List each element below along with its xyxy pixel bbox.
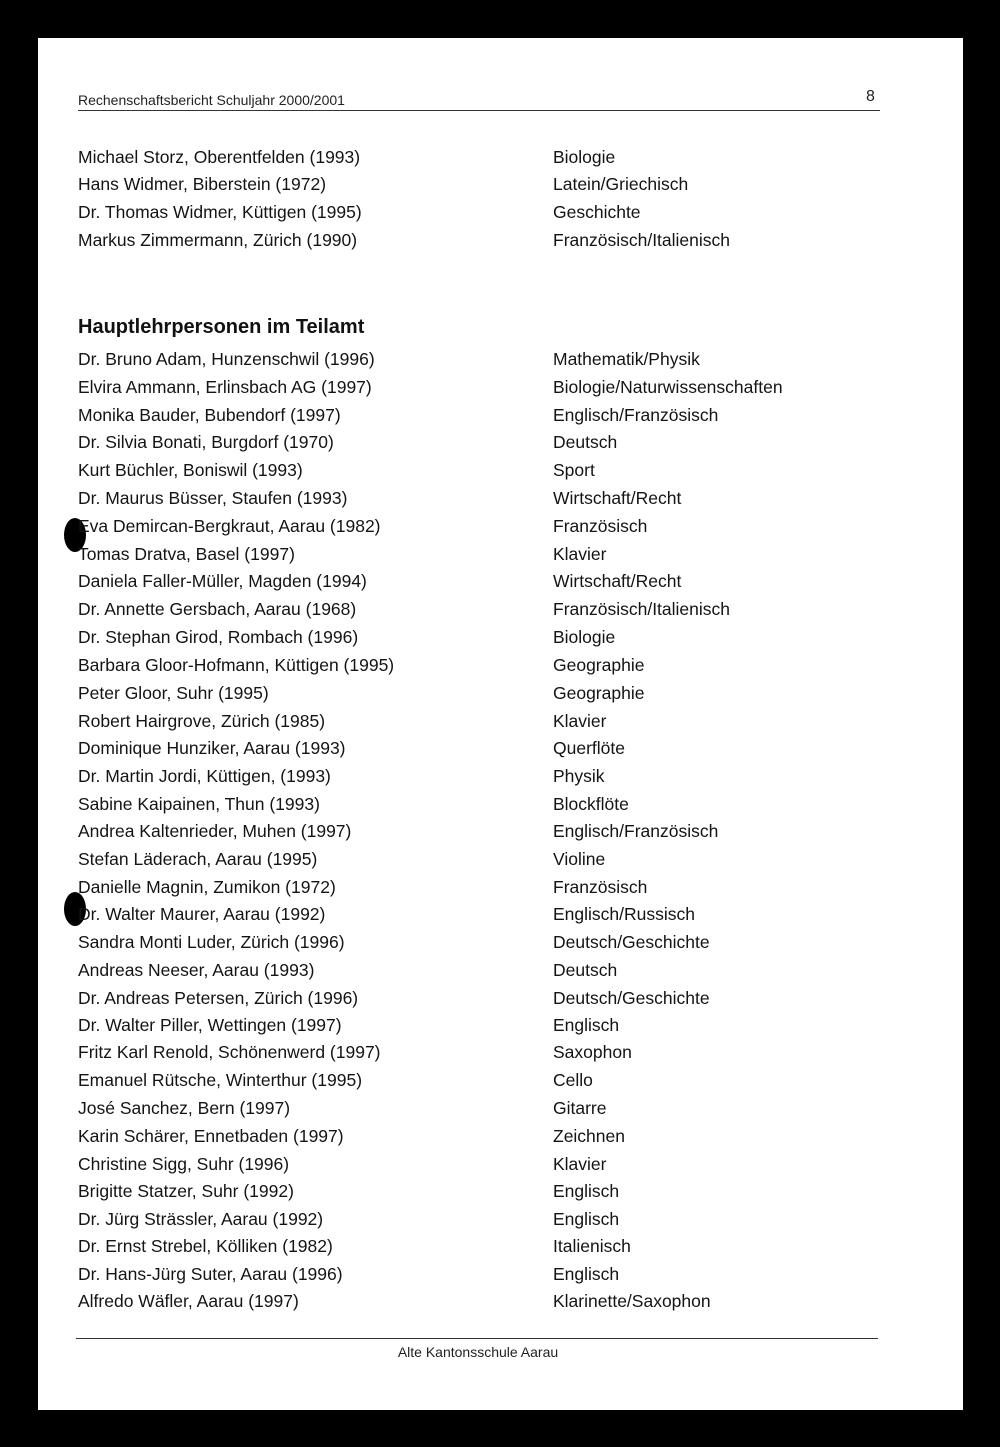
list-item [38, 1178, 963, 1204]
teacher-name: Andreas Neeser, Aarau (1993) [78, 960, 315, 980]
list-item [38, 485, 963, 511]
teacher-subject: Französisch/Italienisch [553, 599, 731, 619]
list-item [38, 901, 963, 927]
teacher-subject: Sport [553, 460, 595, 480]
teacher-name: Dominique Hunziker, Aarau (1993) [78, 738, 346, 758]
teacher-name: Sandra Monti Luder, Zürich (1996) [78, 932, 345, 952]
teacher-name: Emanuel Rütsche, Winterthur (1995) [78, 1070, 363, 1090]
teacher-subject: Klavier [553, 544, 607, 564]
list-item [38, 985, 963, 1011]
list-item [38, 763, 963, 789]
footer-text: Alte Kantonsschule Aarau [397, 1344, 559, 1360]
teacher-name: Michael Storz, Oberentfelden (1993) [78, 147, 361, 167]
teacher-name: Brigitte Statzer, Suhr (1992) [78, 1181, 294, 1201]
teacher-subject: Wirtschaft/Recht [553, 571, 682, 591]
list-item [38, 429, 963, 455]
list-item [38, 596, 963, 622]
teacher-subject: Geschichte [553, 202, 641, 222]
list-item [38, 1261, 963, 1287]
teacher-name: Fritz Karl Renold, Schönenwerd (1997) [78, 1042, 381, 1062]
teacher-name: Elvira Ammann, Erlinsbach AG (1997) [78, 377, 372, 397]
list-item [38, 846, 963, 872]
teacher-name: Robert Hairgrove, Zürich (1985) [78, 711, 326, 731]
list-item [38, 144, 963, 170]
list-item [38, 680, 963, 706]
teacher-name: José Sanchez, Bern (1997) [78, 1098, 291, 1118]
teacher-subject: Blockflöte [553, 794, 629, 814]
teacher-name: Sabine Kaipainen, Thun (1993) [78, 794, 320, 814]
teacher-name: Dr. Andreas Petersen, Zürich (1996) [78, 988, 359, 1008]
teacher-subject: Latein/Griechisch [553, 174, 689, 194]
teacher-subject: Violine [553, 849, 606, 869]
teacher-name: Danielle Magnin, Zumikon (1972) [78, 877, 336, 897]
teacher-subject: Englisch [553, 1209, 620, 1229]
header-title: Rechenschaftsbericht Schuljahr 2000/2001 [78, 92, 345, 108]
teacher-subject: Französisch [553, 516, 648, 536]
teacher-name: Hans Widmer, Biberstein (1972) [78, 174, 327, 194]
list-item [38, 1039, 963, 1065]
teacher-name: Monika Bauder, Bubendorf (1997) [78, 405, 341, 425]
teacher-subject: Deutsch/Geschichte [553, 932, 710, 952]
teacher-name: Dr. Hans-Jürg Suter, Aarau (1996) [78, 1264, 343, 1284]
teacher-subject: Englisch/Französisch [553, 821, 719, 841]
teacher-subject: Englisch [553, 1015, 620, 1035]
teacher-name: Stefan Läderach, Aarau (1995) [78, 849, 318, 869]
teacher-name: Kurt Büchler, Boniswil (1993) [78, 460, 303, 480]
list-item [38, 1233, 963, 1259]
teacher-name: Tomas Dratva, Basel (1997) [78, 544, 295, 564]
list-item [38, 624, 963, 650]
teacher-name: Eva Demircan-Bergkraut, Aarau (1982) [78, 516, 381, 536]
teacher-subject: Deutsch [553, 432, 618, 452]
teacher-subject: Französisch/Italienisch [553, 230, 731, 250]
list-item [38, 735, 963, 761]
teacher-subject: Klarinette/Saxophon [553, 1291, 711, 1311]
teacher-name: Dr. Ernst Strebel, Kölliken (1982) [78, 1236, 333, 1256]
teacher-subject: Wirtschaft/Recht [553, 488, 682, 508]
teacher-name: Dr. Silvia Bonati, Burgdorf (1970) [78, 432, 334, 452]
teacher-name: Alfredo Wäfler, Aarau (1997) [78, 1291, 299, 1311]
list-item [38, 652, 963, 678]
list-item [38, 1151, 963, 1177]
list-item [38, 227, 963, 253]
teacher-subject: Biologie [553, 147, 616, 167]
list-item [38, 708, 963, 734]
teacher-name: Christine Sigg, Suhr (1996) [78, 1154, 290, 1174]
list-item [38, 171, 963, 197]
header-divider [78, 110, 880, 111]
list-item [38, 929, 963, 955]
teacher-name: Dr. Martin Jordi, Küttigen, (1993) [78, 766, 331, 786]
teacher-subject: Zeichnen [553, 1126, 625, 1146]
teacher-subject: Italienisch [553, 1236, 631, 1256]
section-heading: Hauptlehrpersonen im Teilamt [78, 316, 365, 338]
teacher-subject: Klavier [553, 1154, 607, 1174]
list-item [38, 1288, 963, 1314]
page-number: 8 [866, 88, 875, 105]
teacher-name: Dr. Stephan Girod, Rombach (1996) [78, 627, 359, 647]
teacher-subject: Deutsch/Geschichte [553, 988, 710, 1008]
teacher-name: Dr. Bruno Adam, Hunzenschwil (1996) [78, 349, 375, 369]
teacher-subject: Gitarre [553, 1098, 607, 1118]
list-item [38, 791, 963, 817]
teacher-subject: Geographie [553, 655, 645, 675]
teacher-name: Dr. Walter Maurer, Aarau (1992) [78, 904, 326, 924]
list-item [38, 1123, 963, 1149]
teacher-subject: Biologie [553, 627, 616, 647]
teacher-subject: Mathematik/Physik [553, 349, 700, 369]
list-item [38, 1095, 963, 1121]
teacher-subject: Geographie [553, 683, 645, 703]
document-page [38, 38, 963, 1410]
teacher-name: Dr. Walter Piller, Wettingen (1997) [78, 1015, 342, 1035]
teacher-subject: Englisch [553, 1181, 620, 1201]
teacher-name: Karin Schärer, Ennetbaden (1997) [78, 1126, 344, 1146]
teacher-subject: Deutsch [553, 960, 618, 980]
teacher-subject: Biologie/Naturwissenschaften [553, 377, 783, 397]
list-item [38, 1067, 963, 1093]
teacher-name: Dr. Annette Gersbach, Aarau (1968) [78, 599, 357, 619]
list-item [38, 457, 963, 483]
teacher-name: Markus Zimmermann, Zürich (1990) [78, 230, 358, 250]
teacher-subject: Französisch [553, 877, 648, 897]
teacher-name: Peter Gloor, Suhr (1995) [78, 683, 269, 703]
list-item [38, 541, 963, 567]
teacher-subject: Klavier [553, 711, 607, 731]
teacher-subject: Englisch [553, 1264, 620, 1284]
list-item [38, 568, 963, 594]
teacher-name: Dr. Maurus Büsser, Staufen (1993) [78, 488, 348, 508]
footer-divider [76, 1338, 878, 1339]
list-item [38, 402, 963, 428]
list-item [38, 513, 963, 539]
list-item [38, 374, 963, 400]
list-item [38, 1206, 963, 1232]
list-item [38, 199, 963, 225]
teacher-name: Barbara Gloor-Hofmann, Küttigen (1995) [78, 655, 395, 675]
teacher-subject: Querflöte [553, 738, 625, 758]
list-item [38, 346, 963, 372]
teacher-subject: Saxophon [553, 1042, 632, 1062]
teacher-name: Dr. Jürg Strässler, Aarau (1992) [78, 1209, 324, 1229]
list-item [38, 957, 963, 983]
teacher-subject: Cello [553, 1070, 593, 1090]
list-item [38, 874, 963, 900]
teacher-name: Dr. Thomas Widmer, Küttigen (1995) [78, 202, 362, 222]
teacher-subject: Physik [553, 766, 605, 786]
teacher-name: Andrea Kaltenrieder, Muhen (1997) [78, 821, 352, 841]
list-item [38, 1012, 963, 1038]
teacher-subject: Englisch/Französisch [553, 405, 719, 425]
teacher-name: Daniela Faller-Müller, Magden (1994) [78, 571, 367, 591]
teacher-subject: Englisch/Russisch [553, 904, 695, 924]
list-item [38, 818, 963, 844]
